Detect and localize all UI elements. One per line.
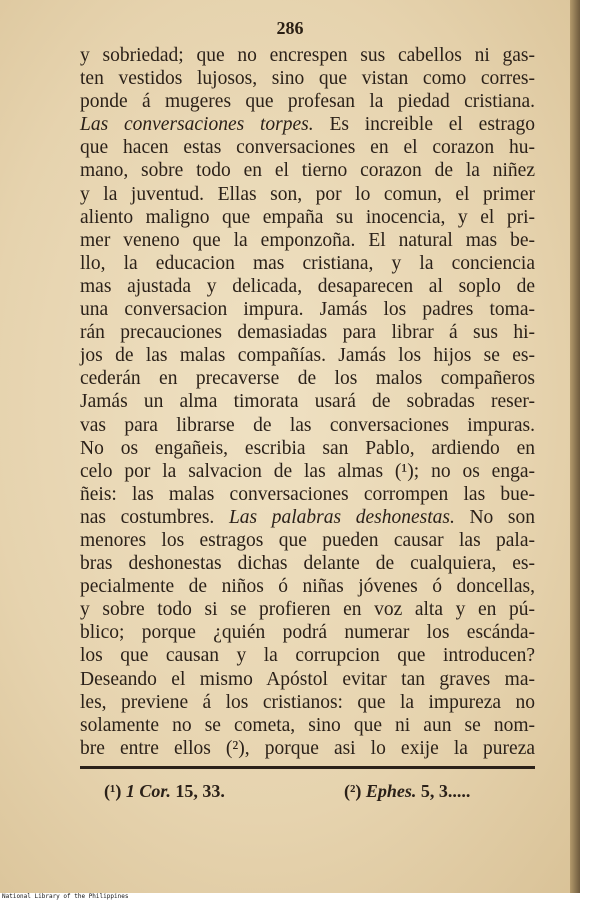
text-run: Es increible el estrago (313, 114, 535, 136)
text-run: los que causan y la corrupcion que introducen? (80, 645, 535, 667)
text-line (80, 483, 535, 506)
text-line (80, 552, 535, 575)
text-run: blico; porque ¿quién podrá numerar los escánda- (80, 622, 535, 644)
page-number: 286 (276, 18, 304, 38)
footnote-2-ref: Ephes. (365, 781, 417, 801)
text-run: No os engañeis, escribia san Pablo, ardiendo en (80, 437, 535, 459)
footnote-1-loc: 15, 33. (175, 781, 225, 801)
text-run: llo, la educacion mas cristiana, y la conciencia (80, 252, 535, 274)
text-line (80, 136, 535, 159)
text-run: ten vestidos lujosos, sino que vistan como corres- (80, 68, 535, 90)
text-line (80, 183, 535, 206)
text-line (80, 414, 535, 437)
text-line (80, 44, 535, 67)
text-run: aliento maligno que empaña su inocencia, y el pri- (80, 206, 535, 228)
text-line (80, 90, 535, 113)
text-line (80, 575, 535, 598)
footnote-2-mark: (²) (344, 781, 362, 801)
text-line (80, 159, 535, 182)
text-line (80, 367, 535, 390)
text-run: rán precauciones demasiadas para librar á sus hi- (80, 322, 535, 344)
text-run: y sobre todo si se profieren en voz alta y en pú- (80, 599, 535, 621)
footnote-rule (80, 766, 535, 769)
text-line (80, 529, 535, 552)
text-run: mano, sobre todo en el tierno corazon de la niñez (80, 160, 535, 182)
text-run: menores los estragos que pueden causar las pala- (80, 529, 535, 551)
text-run: Jamás un alma timorata usará de sobradas reser- (80, 391, 535, 413)
text-run: una conversacion impura. Jamás los padres toma- (80, 299, 535, 321)
text-run: celo por la salvacion de las almas (¹); no os enga- (80, 460, 535, 482)
italic-heading: Las palabras deshonestas. (228, 506, 455, 528)
body-text (80, 44, 535, 760)
text-line (80, 113, 535, 136)
text-run: vas para librarse de las conversaciones impuras. (80, 414, 535, 436)
text-line (80, 668, 535, 691)
text-run: y la juventud. Ellas son, por lo comun, el primer (80, 183, 535, 205)
footnote-1-mark: (¹) (104, 781, 122, 801)
text-line (80, 229, 535, 252)
text-run: mer veneno que la emponzoña. El natural mas be- (80, 229, 535, 251)
text-line (80, 206, 535, 229)
footnote-1-ref: 1 Cor. (125, 781, 171, 801)
library-credit: National Library of the Philippines (2, 893, 129, 900)
text-line (80, 714, 535, 737)
footnote-2 (344, 781, 470, 802)
text-run: bre entre ellos (²), porque asi lo exije la pureza (80, 737, 535, 759)
text-line (80, 67, 535, 90)
text-run: que hacen estas conversaciones en el corazon hu- (80, 137, 535, 159)
text-run: Deseando el mismo Apóstol evitar tan graves ma- (80, 668, 535, 690)
text-run: cederán en precaverse de los malos compañeros (80, 368, 535, 390)
text-line (80, 621, 535, 644)
text-line (80, 252, 535, 275)
text-line (80, 460, 535, 483)
text-run: No son (454, 506, 536, 528)
text-line (80, 691, 535, 714)
text-run: ponde á mugeres que profesan la piedad cristiana. (80, 91, 535, 113)
text-line (80, 275, 535, 298)
page-edge-shadow (570, 0, 580, 893)
footnote-1 (104, 781, 225, 802)
text-line (80, 298, 535, 321)
italic-heading: Las conversaciones torpes. (80, 114, 314, 136)
text-line (80, 344, 535, 367)
text-run: jos de las malas compañías. Jamás los hijos se es- (80, 345, 535, 367)
text-line (80, 644, 535, 667)
text-run: y sobriedad; que no encrespen sus cabellos ni gas- (80, 45, 535, 66)
text-run: les, previene á los cristianos: que la impureza no (80, 691, 535, 713)
text-line (80, 598, 535, 621)
text-run: nas costumbres. (80, 506, 229, 528)
text-line (80, 437, 535, 460)
text-line (80, 737, 535, 760)
footnote-2-loc: 5, 3..... (420, 781, 471, 801)
text-line (80, 390, 535, 413)
text-run: solamente no se cometa, sino que ni aun se nom- (80, 714, 535, 736)
text-run: mas ajustada y delicada, desaparecen al soplo de (80, 275, 535, 297)
text-run: ñeis: las malas conversaciones corrompen las bue- (80, 483, 535, 505)
text-line (80, 321, 535, 344)
text-run: bras deshonestas dichas delante de cualquiera, es- (80, 553, 535, 575)
text-run: pecialmente de niños ó niñas jóvenes ó doncellas, (80, 576, 535, 598)
text-line (80, 506, 535, 529)
